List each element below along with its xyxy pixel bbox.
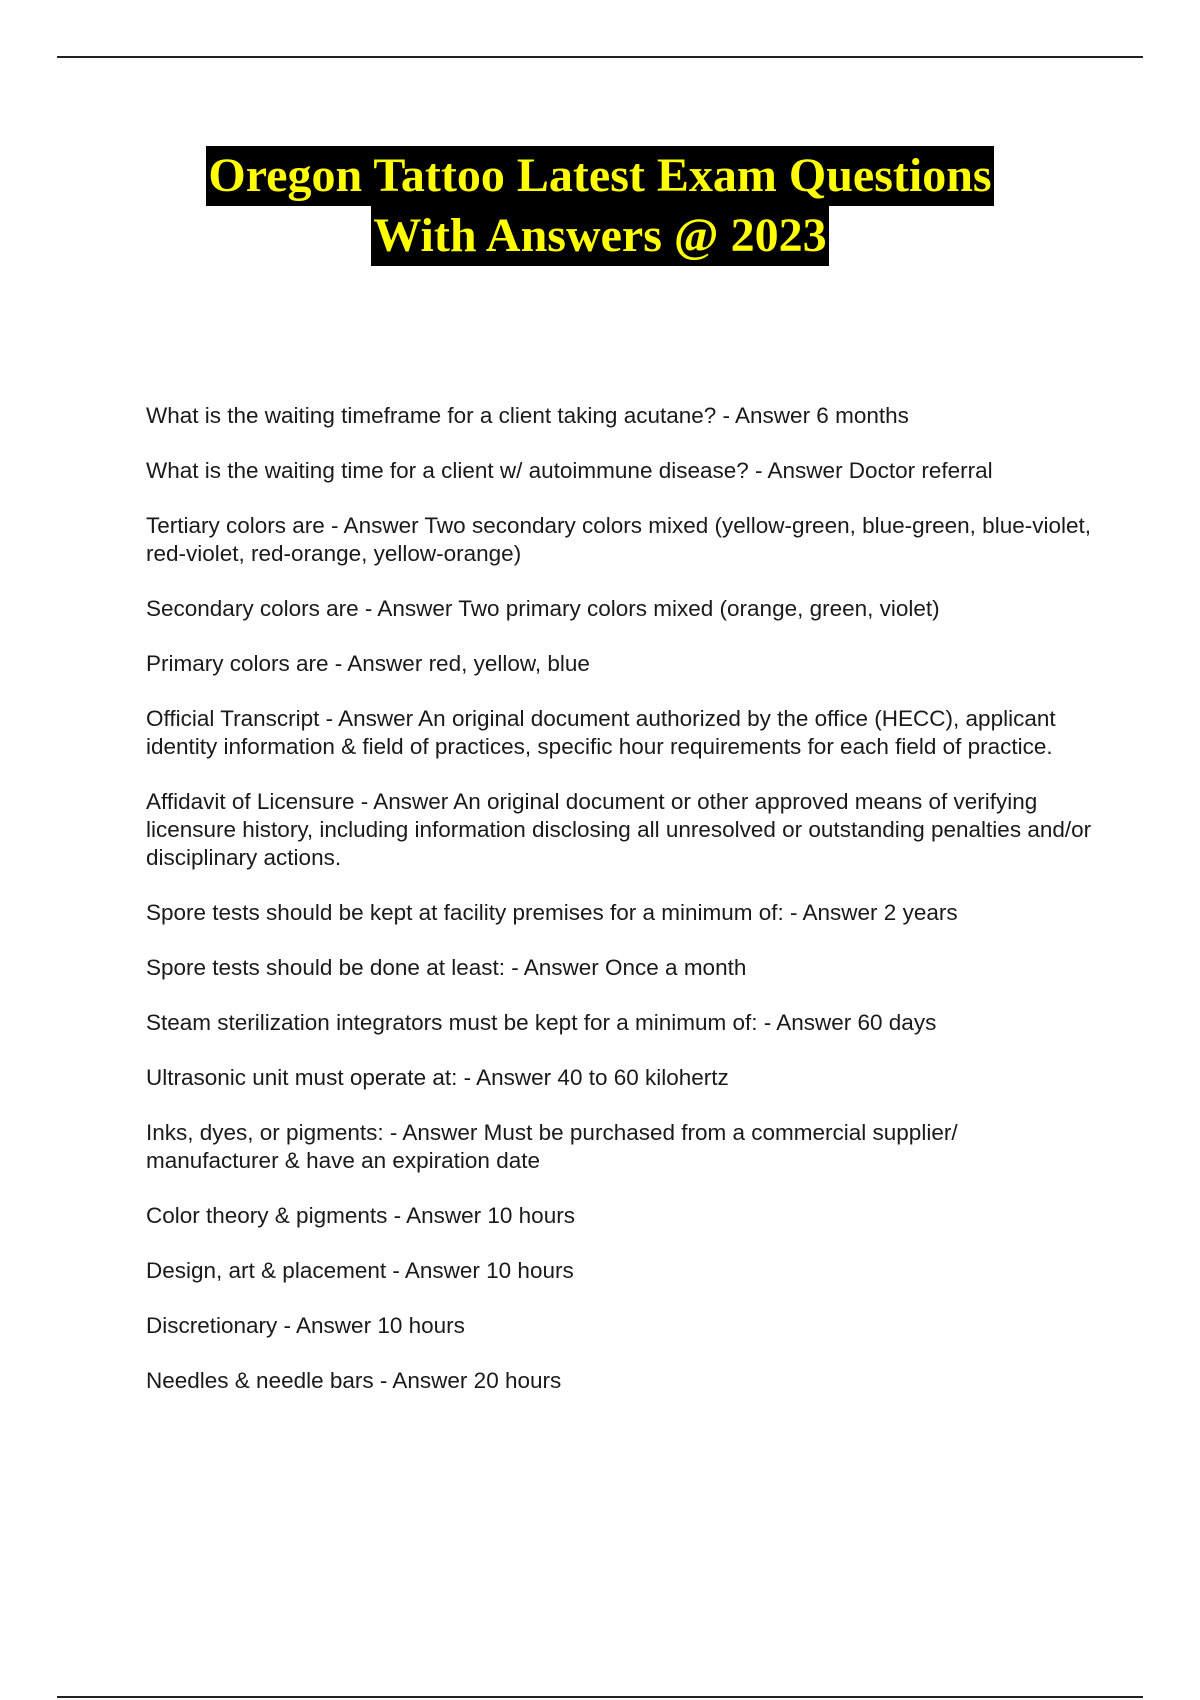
qa-item: Tertiary colors are - Answer Two secondary colors mixed (yellow-green, blue-green, blue-violet, red-violet, red-orange, yellow-orange): [146, 513, 1091, 566]
qa-item: Spore tests should be kept at facility premises for a minimum of: - Answer 2 years: [146, 900, 958, 925]
title-line-1: Oregon Tattoo Latest Exam Questions: [206, 146, 993, 206]
qa-item: Needles & needle bars - Answer 20 hours: [146, 1368, 562, 1393]
qa-item: Inks, dyes, or pigments: - Answer Must be purchased from a commercial supplier/ manufacturer & have an expiration date: [146, 1120, 958, 1173]
qa-item: Design, art & placement - Answer 10 hours: [146, 1258, 574, 1283]
bottom-rule: [57, 1696, 1143, 1698]
qa-item: Ultrasonic unit must operate at: - Answer 40 to 60 kilohertz: [146, 1065, 729, 1090]
qa-item: Secondary colors are - Answer Two primary colors mixed (orange, green, violet): [146, 596, 940, 621]
qa-item: Color theory & pigments - Answer 10 hours: [146, 1203, 575, 1228]
qa-item: Steam sterilization integrators must be kept for a minimum of: - Answer 60 days: [146, 1010, 937, 1035]
qa-item: Primary colors are - Answer red, yellow, blue: [146, 651, 590, 676]
qa-item: What is the waiting time for a client w/ autoimmune disease? - Answer Doctor referral: [146, 458, 993, 483]
title-line-2: With Answers @ 2023: [371, 206, 828, 266]
question-answer-list: [146, 402, 1096, 1422]
qa-item: Spore tests should be done at least: - Answer Once a month: [146, 955, 747, 980]
qa-item: Discretionary - Answer 10 hours: [146, 1313, 465, 1338]
document-title: [0, 146, 1200, 266]
top-rule: [57, 56, 1143, 58]
qa-item: Official Transcript - Answer An original document authorized by the office (HECC), applicant identity information & field of practices, specific hour requirements for each field of practice.: [146, 706, 1056, 759]
qa-item: What is the waiting timeframe for a client taking acutane? - Answer 6 months: [146, 403, 909, 428]
qa-item: Affidavit of Licensure - Answer An original document or other approved means of verifying licensure history, including information disclosing all unresolved or outstanding penalties and/or disciplinary actions.: [146, 789, 1092, 870]
